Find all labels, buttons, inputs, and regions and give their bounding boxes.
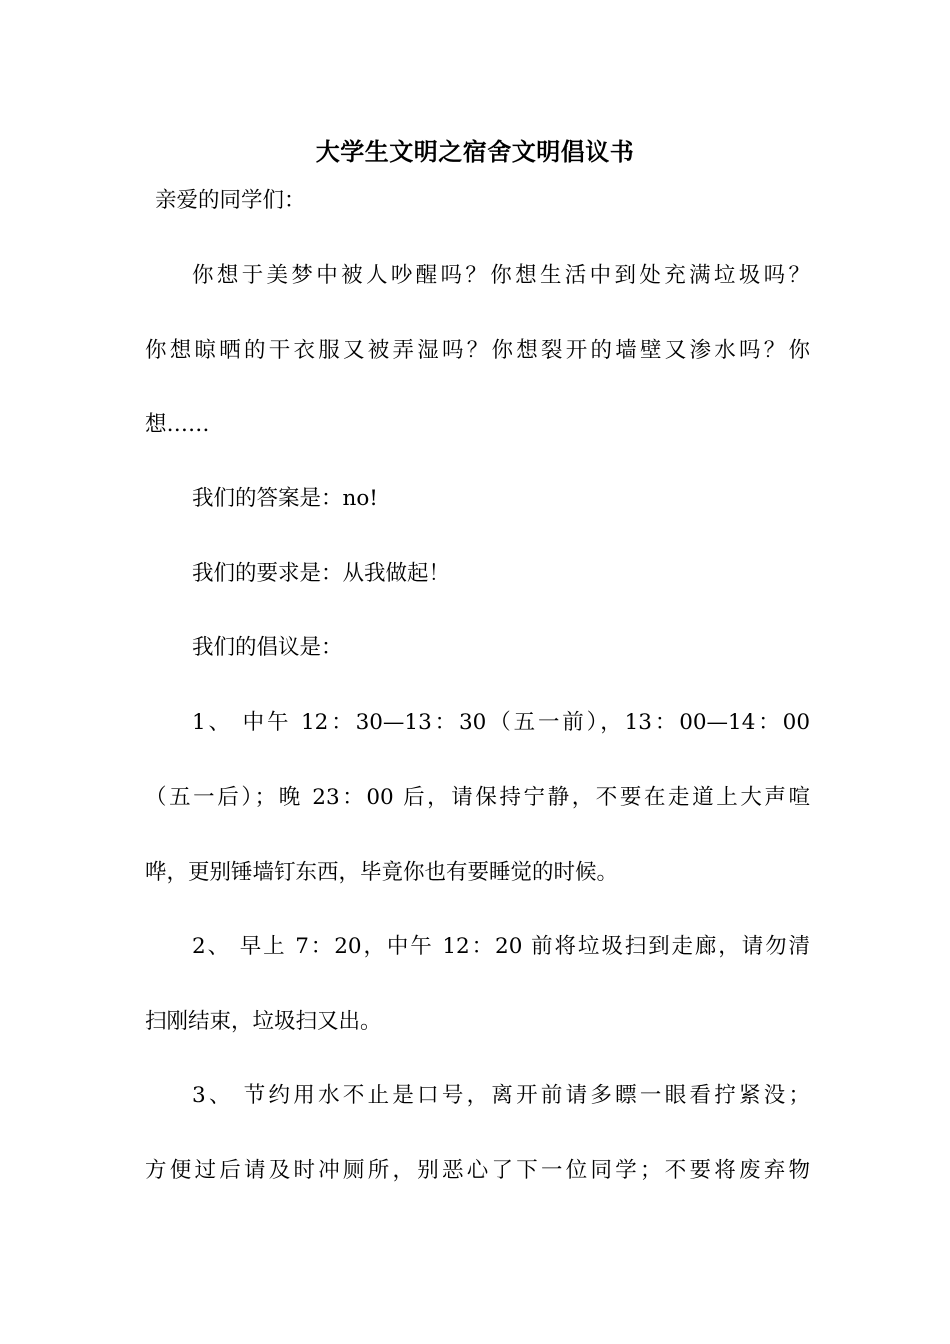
paragraph-1-line-2: 你想晾晒的干衣服又被弄湿吗？你想裂开的墙壁又渗水吗？你 bbox=[145, 338, 810, 363]
item-1-line-1: 1、 中午 12：30—13：30（五一前），13：00—14：00 bbox=[192, 710, 810, 735]
answer-line: 我们的答案是：no! bbox=[192, 486, 378, 511]
item-2-line-2: 扫刚结束，垃圾扫又出。 bbox=[145, 1009, 382, 1034]
salutation: 亲爱的同学们： bbox=[155, 188, 306, 213]
document-title: 大学生文明之宿舍文明倡议书 bbox=[315, 138, 635, 166]
requirement-line: 我们的要求是：从我做起！ bbox=[192, 561, 451, 586]
paragraph-1-line-3: 想…… bbox=[145, 412, 210, 437]
proposal-line: 我们的倡议是： bbox=[192, 635, 343, 660]
item-2-line-1: 2、 早上 7：20，中午 12：20 前将垃圾扫到走廊，请勿清 bbox=[192, 934, 810, 959]
item-3-line-1: 3、 节约用水不止是口号，离开前请多瞟一眼看拧紧没； bbox=[192, 1083, 810, 1108]
item-1-line-2: （五一后）；晚 23：00 后，请保持宁静，不要在走道上大声喧 bbox=[145, 785, 810, 810]
item-3-line-2: 方便过后请及时冲厕所，别恶心了下一位同学；不要将废弃物 bbox=[145, 1158, 810, 1183]
item-1-line-3: 哗，更别锤墙钉东西，毕竟你也有要睡觉的时候。 bbox=[145, 860, 619, 885]
paragraph-1-line-1: 你想于美梦中被人吵醒吗？你想生活中到处充满垃圾吗？ bbox=[192, 263, 810, 288]
